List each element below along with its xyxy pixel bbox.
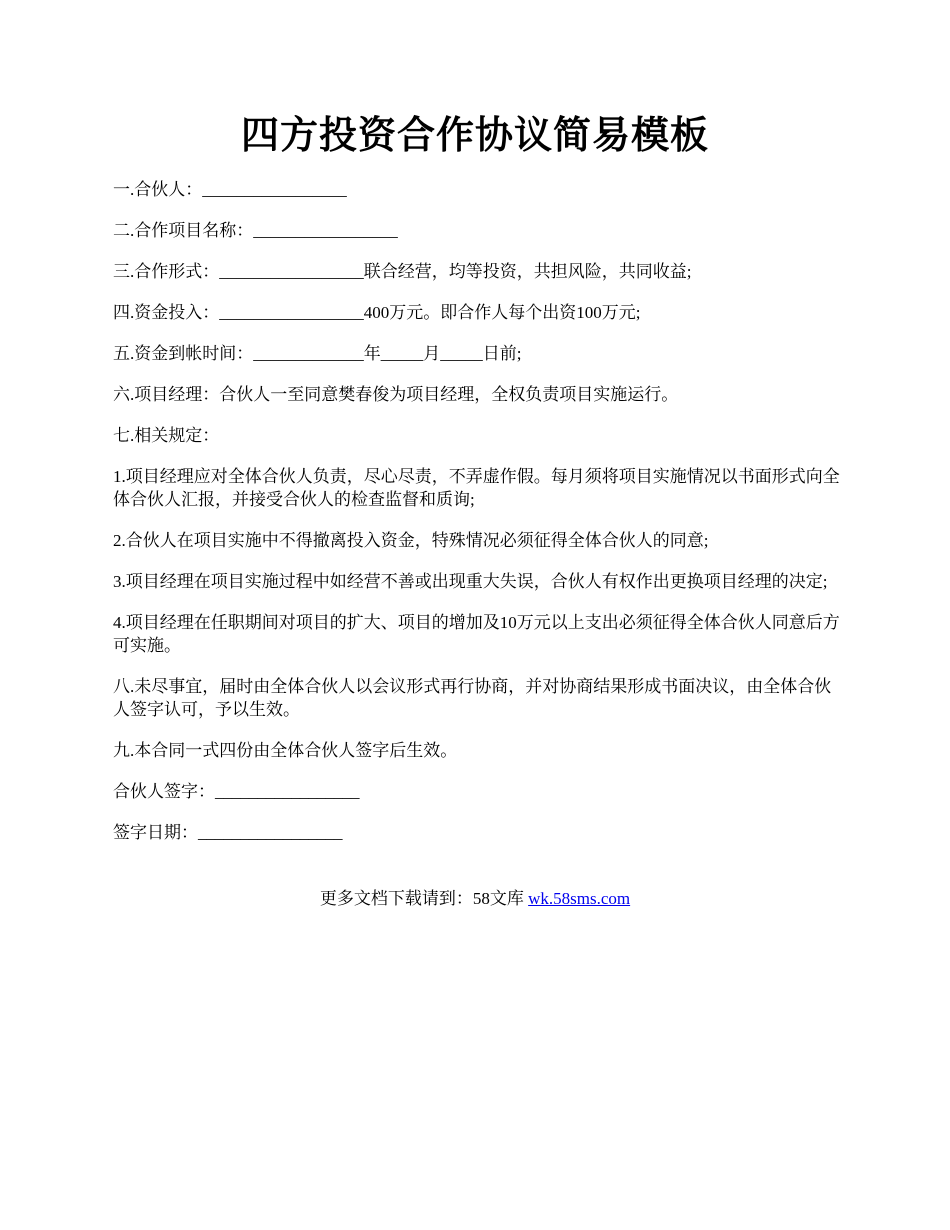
clause-copies: 九.本合同一式四份由全体合伙人签字后生效。 (113, 741, 458, 760)
footer (0, 887, 950, 911)
clause-capital-investment: 四.资金投入：_________________400万元。即合作人每个出资100万元; (113, 303, 641, 322)
footer-text: 更多文档下载请到：58文库 (319, 889, 529, 908)
regulation-item-1: 1.项目经理应对全体合伙人负责，尽心尽责，不弄虚作假。每月须将项目实施情况以书面形式向全体合伙人汇报，并接受合伙人的检查监督和质询; (113, 467, 840, 509)
regulation-item-2: 2.合伙人在项目实施中不得撤离投入资金，特殊情况必须征得全体合伙人的同意; (113, 531, 709, 550)
footer-link[interactable]: wk.58sms.com (528, 889, 631, 908)
clause-funding-date: 五.资金到帐时间：_____________年_____月_____日前; (113, 344, 522, 363)
regulation-item-3: 3.项目经理在项目实施过程中如经营不善或出现重大失误，合伙人有权作出更换项目经理的决定; (113, 572, 828, 591)
clause-project-name: 二.合作项目名称：_________________ (113, 221, 398, 240)
regulation-item-4: 4.项目经理在任职期间对项目的扩大、项目的增加及10万元以上支出必须征得全体合伙人同意后方可实施。 (113, 613, 840, 655)
clause-partners: 一.合伙人：_________________ (113, 180, 347, 199)
signature-date-line: 签字日期：_________________ (113, 823, 343, 842)
clause-cooperation-form: 三.合作形式：_________________联合经营，均等投资，共担风险，共同收益; (113, 262, 692, 281)
document-body (113, 178, 841, 862)
document-title: 四方投资合作协议简易模板 (240, 115, 709, 157)
clause-regulations-heading: 七.相关规定： (113, 426, 220, 445)
partner-signature-line: 合伙人签字：_________________ (113, 782, 360, 801)
clause-project-manager: 六.项目经理：合伙人一至同意樊春俊为项目经理，全权负责项目实施运行。 (113, 385, 679, 404)
clause-unresolved-matters: 八.未尽事宜，届时由全体合伙人以会议形式再行协商，并对协商结果形成书面决议，由全体合伙人签字认可，予以生效。 (113, 677, 832, 719)
